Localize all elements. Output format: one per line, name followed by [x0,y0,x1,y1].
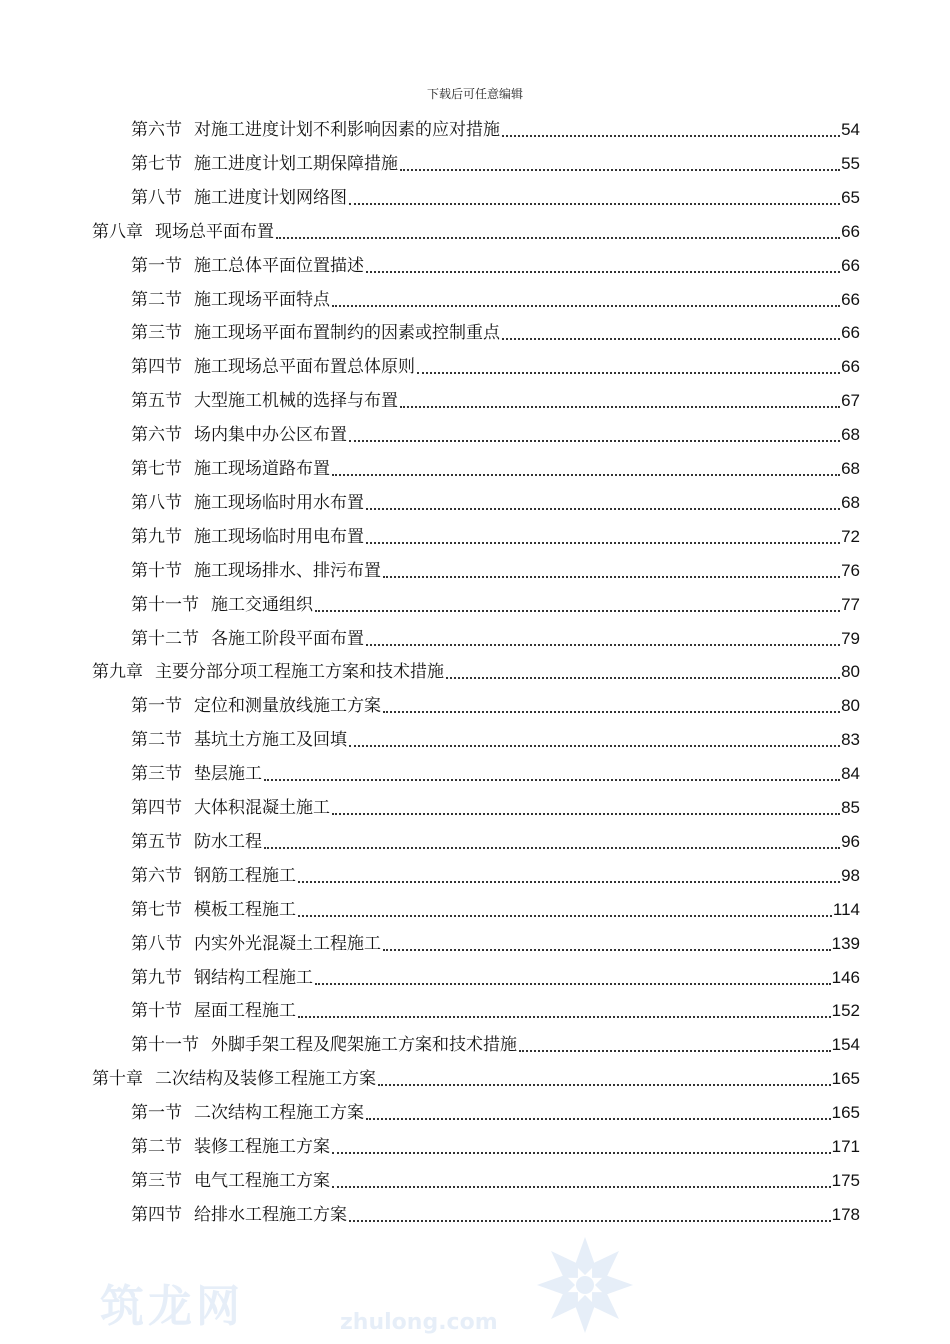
dot-leader [296,859,841,893]
toc-entry-title: 施工现场平面布置制约的因素或控制重点 [194,323,500,344]
toc-entry-number: 第九章 [92,662,143,683]
dot-leader [262,825,841,859]
dot-leader [330,1130,832,1164]
toc-section-row[interactable] [131,249,860,283]
toc-entry-number: 第八节 [131,933,182,954]
dot-leader [330,283,841,317]
toc-page-number: 114 [832,899,860,919]
toc-section-row[interactable] [131,283,860,317]
dot-leader [444,655,841,689]
toc-page-number: 139 [831,933,860,953]
toc-entry-number: 第四节 [131,798,182,818]
toc-page-number: 178 [831,1204,860,1224]
toc-section-row[interactable] [131,486,860,520]
toc-entry-title: 定位和测量放线施工方案 [194,696,381,717]
dot-leader [364,622,841,656]
toc-entry-number: 第三节 [131,1170,182,1191]
snowflake-logo-icon [530,1230,640,1340]
toc-section-row[interactable] [131,791,860,825]
toc-page-number: 171 [831,1137,860,1156]
dot-leader [347,1198,832,1232]
toc-entry-title: 施工现场排水、排污布置 [194,560,381,581]
dot-leader [364,249,841,283]
toc-entry-title: 垫层施工 [194,764,262,785]
dot-leader [364,1096,832,1130]
dot-leader [274,215,841,249]
toc-section-row[interactable] [131,927,860,961]
dot-leader [398,384,841,418]
toc-entry-title: 施工现场道路布置 [194,459,330,479]
dot-leader [517,1028,832,1062]
toc-page-number: 96 [841,831,860,851]
toc-entry-number: 第十一节 [131,594,199,615]
toc-entry-title: 大体积混凝土施工 [194,798,330,818]
toc-entry-title: 内实外光混凝土工程施工 [194,933,381,954]
toc-entry-title: 施工现场总平面布置总体原则 [194,357,415,378]
toc-page-number: 66 [841,357,860,377]
toc-section-row[interactable] [131,1198,860,1232]
toc-page-number: 84 [841,764,860,784]
toc-page-number: 98 [841,865,860,885]
toc-section-row[interactable] [131,418,860,452]
toc-entry-title: 施工进度计划网络图 [194,187,347,208]
dot-leader [381,689,841,723]
toc-entry-title: 施工进度计划工期保障措施 [194,153,398,174]
toc-entry-title: 施工现场平面特点 [194,289,330,310]
toc-page-number: 154 [831,1035,860,1055]
toc-page-number: 77 [841,594,860,614]
toc-section-row[interactable] [131,350,860,384]
dot-leader [376,1062,832,1096]
toc-entry-title: 防水工程 [194,831,262,852]
toc-entry-number: 第二节 [131,289,182,310]
toc-page-number: 66 [841,221,860,241]
toc-entry-number: 第三节 [131,323,182,344]
toc-section-row[interactable] [131,384,860,418]
toc-section-row[interactable] [131,1028,860,1062]
toc-entry-title: 模板工程施工 [194,899,296,920]
dot-leader [262,757,841,791]
toc-entry-number: 第十二节 [131,628,199,649]
watermark [100,1230,820,1340]
toc-section-row[interactable] [131,554,860,588]
toc-entry-title: 施工现场临时用水布置 [194,492,364,513]
toc-page-number: 175 [831,1170,860,1190]
dot-leader [347,181,841,215]
toc-page-number: 66 [841,255,860,275]
toc-entry-title: 主要分部分项工程施工方案和技术措施 [155,662,444,683]
toc-page-number: 65 [841,187,860,207]
toc-page-number: 146 [831,967,860,987]
toc-section-row[interactable] [131,520,860,554]
toc-section-row[interactable] [131,622,860,656]
toc-section-row[interactable] [131,723,860,757]
toc-section-row[interactable] [131,588,860,622]
toc-entry-number: 第六节 [131,865,182,886]
toc-entry-title: 钢筋工程施工 [194,865,296,886]
toc-entry-number: 第八节 [131,187,182,208]
dot-leader [500,316,841,350]
toc-entry-number: 第七节 [131,899,182,920]
toc-entry-title: 二次结构工程施工方案 [194,1103,364,1124]
toc-page-number: 68 [841,492,860,512]
toc-section-row[interactable] [131,825,860,859]
toc-section-row[interactable] [131,1164,860,1198]
toc-entry-number: 第七节 [131,459,182,479]
toc-entry-number: 第七节 [131,153,182,174]
toc-entry-number: 第一节 [131,255,182,276]
toc-chapter-row[interactable] [92,655,860,689]
toc-section-row[interactable] [131,147,860,181]
dot-leader [347,418,841,452]
dot-leader [500,113,841,147]
toc-entry-number: 第八章 [92,221,143,242]
toc-chapter-row[interactable] [92,215,860,249]
toc-entry-number: 第五节 [131,831,182,852]
toc-entry-number: 第二节 [131,730,182,751]
toc-entry-number: 第十节 [131,560,182,581]
toc-entry-number: 第十一节 [131,1035,199,1056]
dot-leader [364,486,841,520]
toc-page-number: 67 [841,391,860,411]
toc-entry-title: 二次结构及装修工程施工方案 [155,1069,376,1090]
dot-leader [364,520,841,554]
toc-page-number: 76 [841,560,860,580]
toc-entry-number: 第十章 [92,1069,143,1090]
toc-page-number: 79 [841,628,860,648]
toc-section-row[interactable] [131,452,860,486]
dot-leader [347,723,841,757]
dot-leader [381,554,841,588]
toc-page-number: 55 [841,153,860,173]
toc-section-row[interactable] [131,893,860,927]
toc-entry-title: 现场总平面布置 [155,221,274,242]
toc-entry-number: 第九节 [131,526,182,547]
toc-page-number: 66 [841,323,860,343]
toc-entry-number: 第八节 [131,492,182,513]
toc-page-number: 54 [841,120,860,139]
toc-page-number: 165 [831,1103,860,1123]
toc-page-number: 68 [841,459,860,478]
toc-section-row[interactable] [131,961,860,995]
toc-entry-number: 第一节 [131,696,182,717]
toc-chapter-row[interactable] [92,1062,860,1096]
toc-entry-number: 第四节 [131,357,182,378]
dot-leader [398,147,841,181]
toc-section-row[interactable] [131,316,860,350]
dot-leader [330,1164,832,1198]
toc-entry-number: 第十节 [131,1001,182,1022]
toc-section-row[interactable] [131,859,860,893]
toc-entry-title: 施工现场临时用电布置 [194,526,364,547]
toc-entry-title: 场内集中办公区布置 [194,425,347,446]
toc-page-number: 83 [841,730,860,750]
dot-leader [313,588,841,622]
toc-entry-title: 装修工程施工方案 [194,1137,330,1157]
toc-page-number: 68 [841,425,860,445]
watermark-url: zhulong.com [340,1310,498,1335]
dot-leader [296,893,833,927]
toc-section-row[interactable] [131,181,860,215]
toc-entry-title: 施工交通组织 [211,594,313,615]
toc-section-row[interactable] [131,689,860,723]
toc-entry-title: 给排水工程施工方案 [194,1204,347,1225]
toc-entry-title: 各施工阶段平面布置 [211,628,364,649]
toc-page-number: 85 [841,798,860,817]
toc-entry-number: 第二节 [131,1137,182,1157]
toc-entry-title: 大型施工机械的选择与布置 [194,391,398,412]
toc-entry-title: 电气工程施工方案 [194,1170,330,1191]
toc-section-row[interactable] [131,1096,860,1130]
dot-leader [330,791,841,825]
toc-page-number: 66 [841,289,860,309]
toc-section-row[interactable] [131,1130,860,1164]
toc-section-row[interactable] [131,757,860,791]
toc-page-number: 165 [831,1069,860,1089]
toc-entry-title: 屋面工程施工 [194,1001,296,1022]
toc-entry-number: 第一节 [131,1103,182,1124]
dot-leader [381,927,832,961]
toc-page-number: 80 [841,662,860,682]
toc-page-number: 152 [831,1001,860,1021]
toc-entry-number: 第五节 [131,391,182,412]
toc-entry-title: 施工总体平面位置描述 [194,255,364,276]
toc-entry-title: 基坑土方施工及回填 [194,730,347,751]
toc-entry-title: 钢结构工程施工 [194,967,313,988]
toc-section-row[interactable] [131,994,860,1028]
toc-page-number: 80 [841,696,860,716]
toc-entry-number: 第三节 [131,764,182,785]
dot-leader [313,961,832,995]
dot-leader [296,994,832,1028]
toc-entry-number: 第六节 [131,120,182,140]
dot-leader [415,350,841,384]
watermark-text: 筑龙网 [100,1281,244,1332]
page-header: 下载后可任意编辑 [426,87,523,101]
toc-page-number: 72 [841,526,860,546]
toc-entry-title: 外脚手架工程及爬架施工方案和技术措施 [211,1035,517,1056]
dot-leader [330,452,841,486]
toc-entry-number: 第四节 [131,1204,182,1225]
toc-entry-number: 第六节 [131,425,182,446]
toc-entry-title: 对施工进度计划不利影响因素的应对措施 [194,120,500,140]
toc-entry-number: 第九节 [131,967,182,988]
toc-section-row[interactable] [131,113,860,147]
